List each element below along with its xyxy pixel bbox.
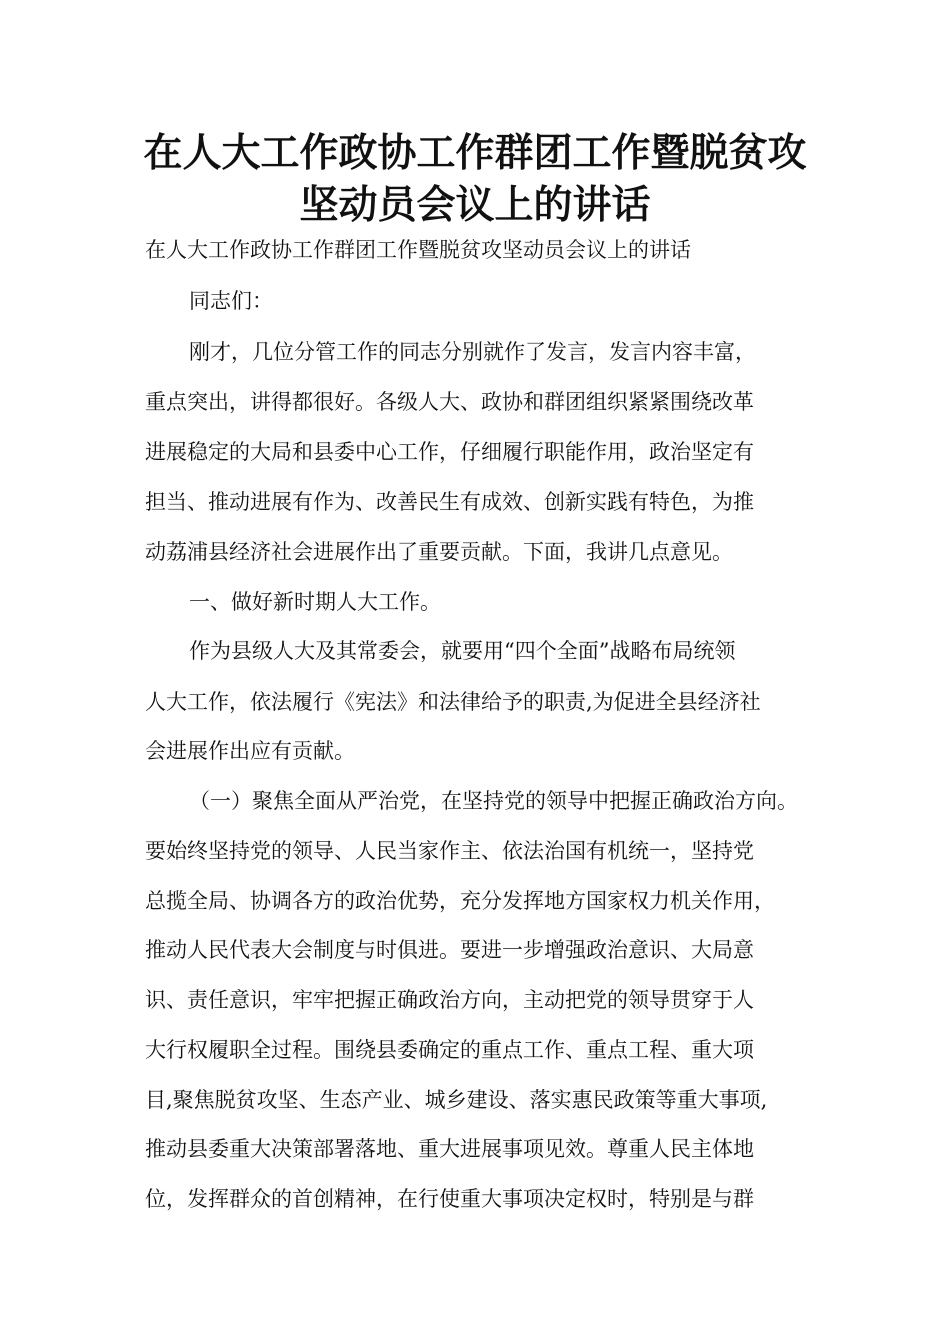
body-line: （一）聚焦全面从严治党，在坚持党的领导中把握正确政治方向。 — [189, 789, 798, 813]
body-line: 担当、推动进展有作为、改善民生有成效、创新实践有特色，为推 — [145, 490, 754, 514]
body-line: 刚才，几位分管工作的同志分别就作了发言，发言内容丰富， — [189, 340, 756, 364]
body-line: 推动县委重大决策部署落地、重大进展事项见效。尊重人民主体地 — [145, 1137, 754, 1161]
body-line: 人大工作，依法履行《宪法》和法律给予的职责,为促进全县经济社 — [145, 690, 761, 714]
body-line: 会进展作出应有贡献。 — [145, 739, 355, 763]
body-line: 位，发挥群众的首创精神，在行使重大事项决定权时，特别是与群 — [145, 1187, 754, 1211]
body-line: 识、责任意识，牢牢把握正确政治方向，主动把党的领导贯穿于人 — [145, 988, 754, 1012]
body-line: 作为县级人大及其常委会，就要用“四个全面”战略布局统领 — [189, 639, 736, 663]
body-line: 重点突出，讲得都很好。各级人大、政协和群团组织紧紧围绕改革 — [145, 390, 754, 414]
body-line: 总揽全局、协调各方的政治优势，充分发挥地方国家权力机关作用， — [145, 889, 775, 913]
subtitle-line: 在人大工作政协工作群团工作暨脱贫攻坚动员会议上的讲话 — [145, 238, 691, 262]
body-line: 进展稳定的大局和县委中心工作，仔细履行职能作用，政治坚定有 — [145, 440, 754, 464]
body-line: 目,聚焦脱贫攻坚、生态产业、城乡建设、落实惠民政策等重大事项, — [145, 1088, 768, 1112]
body-line: 大行权履职全过程。围绕县委确定的重点工作、重点工程、重大项 — [145, 1038, 754, 1062]
section-heading: 一、做好新时期人大工作。 — [189, 590, 441, 614]
document-title-line-1: 在人大工作政协工作群团工作暨脱贫攻 — [143, 131, 807, 176]
salutation: 同志们： — [189, 289, 273, 313]
body-line: 要始终坚持党的领导、人民当家作主、依法治国有机统一，坚持党 — [145, 839, 754, 863]
document-title-line-2: 坚动员会议上的讲话 — [299, 183, 651, 228]
body-line: 动荔浦县经济社会进展作出了重要贡献。下面，我讲几点意见。 — [145, 540, 733, 564]
body-line: 推动人民代表大会制度与时俱进。要进一步增强政治意识、大局意 — [145, 938, 754, 962]
